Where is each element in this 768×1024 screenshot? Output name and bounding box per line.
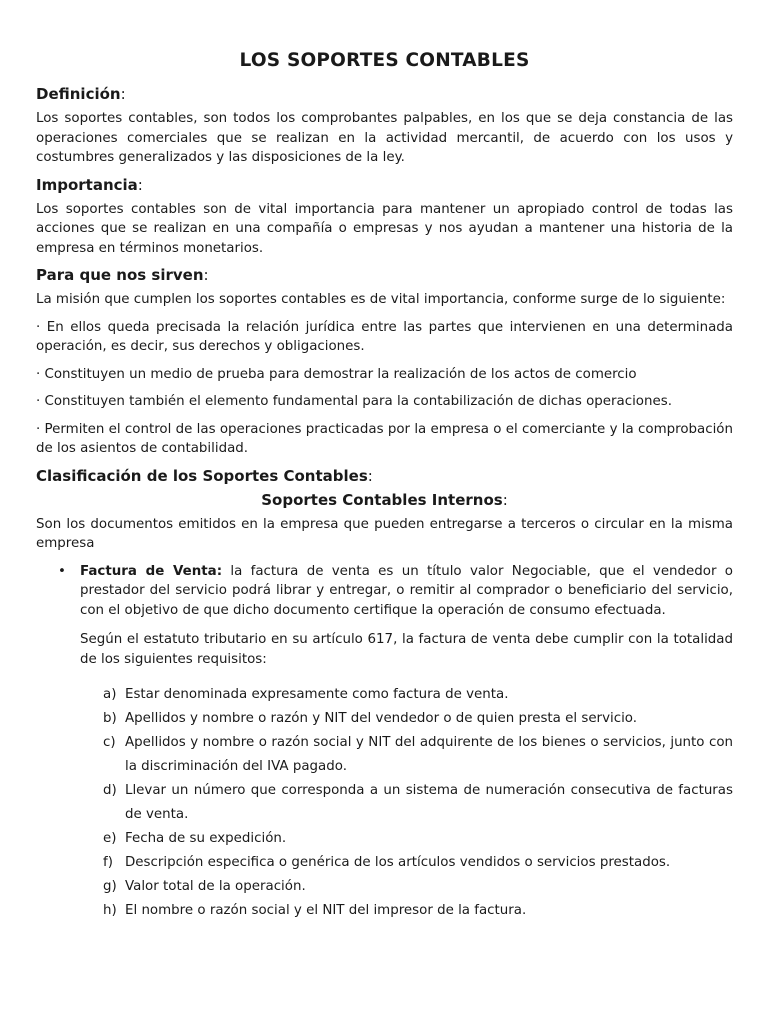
definicion-paragraph: Los soportes contables, son todos los comprobantes palpables, en los que se deja constancia de las operaciones comerciales que se realizan en la actividad mercantil, de acuerdo con los usos y costumbres generalizados y las disposiciones de la ley. — [36, 111, 733, 165]
requisito-letter: b) — [103, 711, 117, 726]
heading-para-que-text: Para que nos sirven — [36, 266, 204, 284]
factura-text: la factura de venta es un título valor Negociable, que el vendedor o prestador del servicio podrá librar y entregar, o remitir al comprador o beneficiario del servicio, con el objetivo de que dicho documento certifique la operación de consumo efectuada. — [80, 563, 733, 618]
subheading-internos — [36, 491, 733, 509]
list-item-factura — [36, 562, 733, 670]
bullet-list — [36, 562, 733, 670]
document-title: LOS SOPORTES CONTABLES — [239, 50, 530, 71]
heading-importancia — [36, 176, 733, 194]
heading-colon: : — [137, 175, 143, 194]
requisito-item — [36, 731, 733, 779]
heading-para-que — [36, 266, 733, 284]
subheading-colon: : — [502, 490, 508, 509]
requisito-item — [36, 779, 733, 827]
heading-colon: : — [203, 266, 209, 284]
para-que-point: · Permiten el control de las operaciones practicadas por la empresa o el comerciante y la comprobación de los asientos de contabilidad. — [36, 421, 733, 456]
heading-clasificacion — [36, 467, 733, 485]
heading-colon: : — [120, 85, 126, 103]
section-clasificacion — [36, 467, 733, 924]
factura-term: Factura de Venta — [80, 563, 217, 579]
requisito-text: Fecha de su expedición. — [125, 831, 287, 846]
requisito-letter: h) — [103, 903, 117, 918]
section-importancia — [36, 176, 733, 259]
requisito-item — [36, 707, 733, 731]
estatuto-paragraph: Según el estatuto tributario en su artículo 617, la factura de venta debe cumplir con la totalidad de los siguientes requisitos: — [80, 632, 733, 667]
para-que-point: · Constituyen también el elemento fundamental para la contabilización de dichas operaciones. — [36, 394, 672, 409]
section-para-que — [36, 266, 733, 459]
requisito-item — [36, 875, 733, 899]
requisito-letter: a) — [103, 687, 117, 702]
subheading-internos-text: Soportes Contables Internos — [261, 490, 503, 509]
requisito-text: El nombre o razón social y el NIT del impresor de la factura. — [125, 903, 527, 918]
requisito-letter: e) — [103, 831, 117, 846]
requisito-letter: g) — [103, 879, 117, 894]
requisito-text: Apellidos y nombre o razón social y NIT del adquirente de los bienes o servicios, junto con la discriminación del IVA pagado. — [125, 735, 733, 774]
heading-definicion-text: Definición — [36, 85, 121, 103]
para-que-intro: La misión que cumplen los soportes contables es de vital importancia, conforme surge de lo siguiente: — [36, 292, 726, 307]
heading-colon: : — [367, 466, 373, 485]
requisito-item — [36, 683, 733, 707]
bullet-icon: • — [58, 563, 66, 579]
heading-importancia-text: Importancia — [36, 175, 138, 194]
factura-term-colon: : — [216, 563, 223, 579]
requisito-text: Valor total de la operación. — [125, 879, 306, 894]
requisito-letter: c) — [103, 735, 116, 750]
internos-intro: Son los documentos emitidos en la empresa que pueden entregarse a terceros o circular en la misma empresa — [36, 516, 733, 551]
para-que-point: · Constituyen un medio de prueba para demostrar la realización de los actos de comercio — [36, 366, 637, 382]
factura-paragraph — [80, 562, 733, 621]
requisito-item — [36, 851, 733, 875]
importancia-paragraph: Los soportes contables son de vital importancia para mantener un apropiado control de todas las acciones que se realizan en una compañía o empresas y nos ayudan a mantener una historia de la empresa en términos monetarios. — [36, 201, 733, 256]
para-que-point: · En ellos queda precisada la relación jurídica entre las partes que intervienen en una determinada operación, es decir, sus derechos y obligaciones. — [36, 319, 733, 354]
requisitos-list — [36, 683, 733, 923]
requisito-text: Descripción especifica o genérica de los artículos vendidos o servicios prestados. — [125, 855, 671, 870]
requisito-text: Apellidos y nombre o razón y NIT del vendedor o de quien presta el servicio. — [125, 711, 638, 726]
requisito-text: Estar denominada expresamente como factura de venta. — [125, 687, 509, 702]
section-definicion — [36, 85, 733, 168]
requisito-letter: d) — [103, 783, 117, 798]
requisito-letter: f) — [103, 855, 113, 870]
heading-definicion — [36, 85, 733, 103]
heading-clasificacion-text: Clasificación de los Soportes Contables — [36, 466, 368, 485]
requisito-item — [36, 899, 733, 923]
requisito-item — [36, 827, 733, 851]
requisito-text: Llevar un número que corresponda a un sistema de numeración consecutiva de facturas de venta. — [125, 783, 733, 822]
